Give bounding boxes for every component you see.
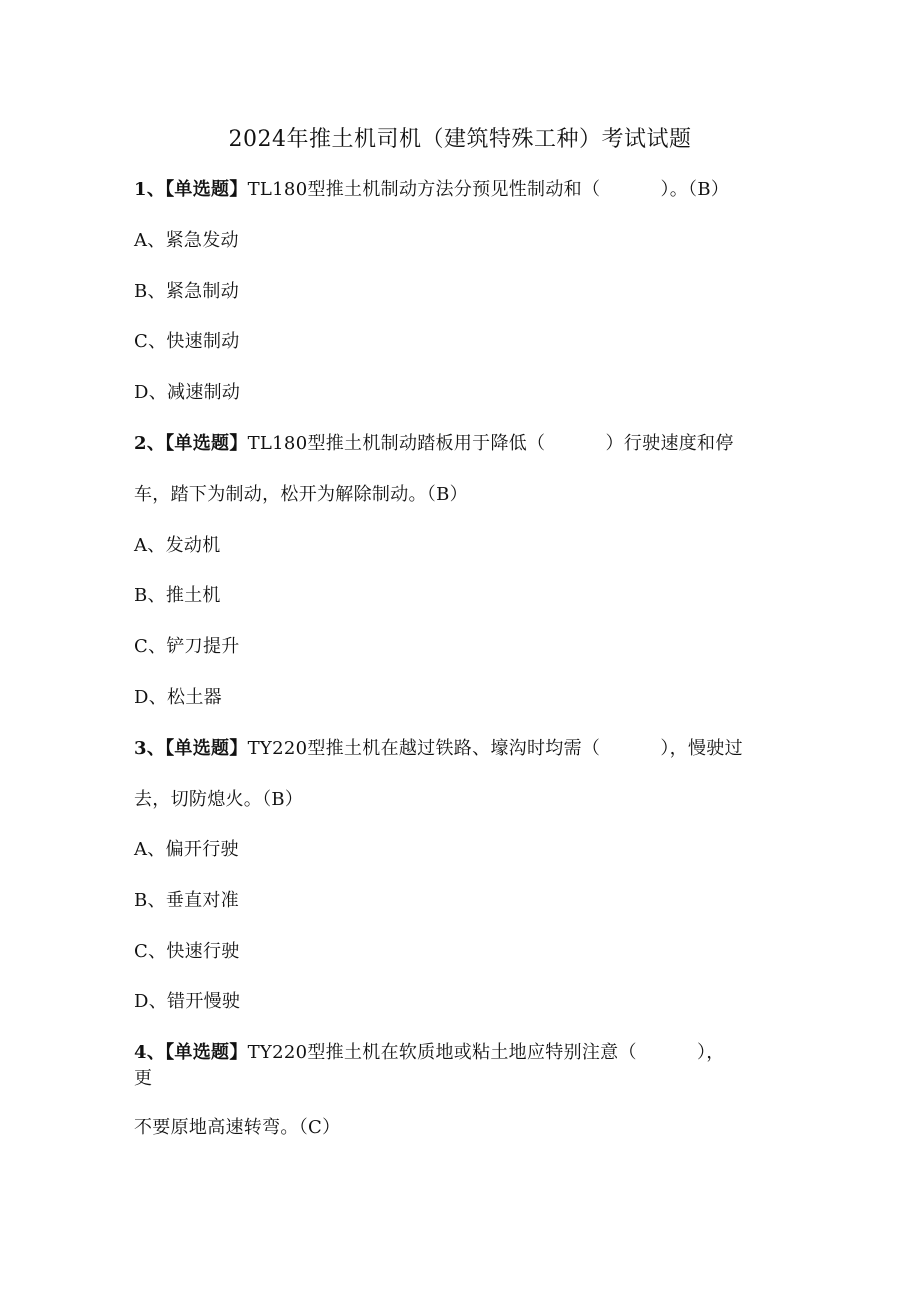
question-3-stem-continued: 去，切防熄火。（B）	[134, 789, 304, 810]
question-text: TL180型推土机制动方法分预见性制动和（ ）。（B）	[247, 179, 730, 200]
question-4-stem-wrap: 更	[134, 1068, 153, 1089]
question-1-option-a: A、紧急发动	[134, 230, 239, 251]
question-2-option-b: B、推土机	[134, 585, 221, 606]
question-3-option-c: C、快速行驶	[134, 941, 240, 962]
question-type-label: 3、【单选题】	[134, 738, 248, 759]
question-text: TY220型推土机在越过铁路、壕沟时均需（ ），慢驶过	[247, 738, 743, 759]
question-1-option-c: C、快速制动	[134, 331, 240, 352]
question-1-stem	[134, 175, 729, 201]
question-4-stem-continued: 不要原地高速转弯。（C）	[134, 1117, 341, 1138]
question-2-stem-continued: 车，踏下为制动，松开为解除制动。（B）	[134, 484, 468, 505]
question-2-option-d: D、松土器	[134, 687, 222, 708]
question-2-stem	[134, 429, 734, 455]
question-type-label: 1、【单选题】	[134, 179, 248, 200]
question-3-option-d: D、错开慢驶	[134, 991, 241, 1012]
question-type-label: 2、【单选题】	[134, 433, 248, 454]
question-type-label: 4、【单选题】	[134, 1042, 248, 1063]
question-4-stem	[134, 1038, 725, 1064]
question-3-option-b: B、垂直对准	[134, 890, 240, 911]
question-text: TL180型推土机制动踏板用于降低（ ）行驶速度和停	[247, 433, 734, 454]
question-2-option-a: A、发动机	[134, 535, 221, 556]
page-title: 2024年推土机司机（建筑特殊工种）考试试题	[228, 127, 692, 152]
question-text: TY220型推土机在软质地或粘土地应特别注意（ ），	[247, 1042, 725, 1063]
question-3-option-a: A、偏开行驶	[134, 839, 239, 860]
question-3-stem	[134, 734, 743, 760]
question-1-option-b: B、紧急制动	[134, 281, 240, 302]
question-2-option-c: C、铲刀提升	[134, 636, 240, 657]
question-1-option-d: D、减速制动	[134, 382, 241, 403]
